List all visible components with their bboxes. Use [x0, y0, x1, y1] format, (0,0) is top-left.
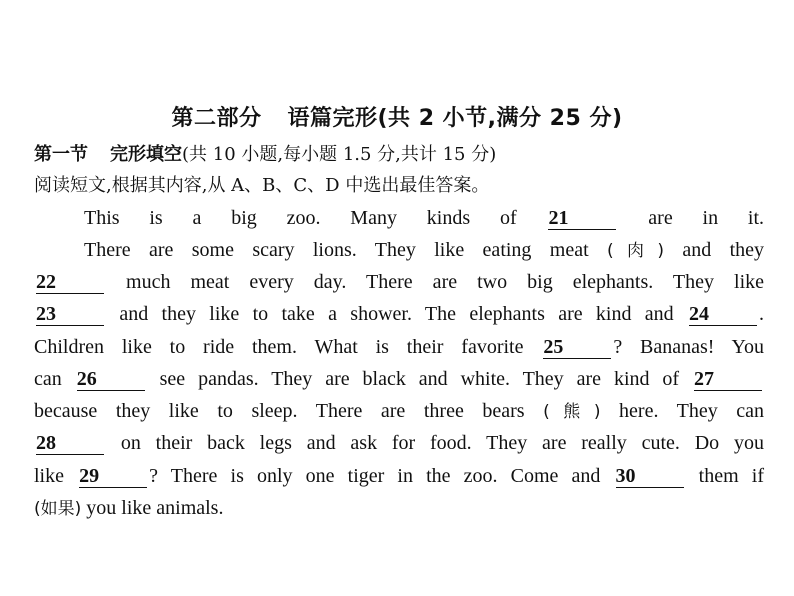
passage-text: here. They can: [619, 400, 765, 422]
blank-30: 30: [616, 465, 684, 488]
chinese-gloss: (如果): [34, 499, 82, 519]
passage-text: Children like to ride them. What is their favorite: [34, 336, 524, 358]
passage-text: are in it.: [648, 207, 765, 229]
blank-24: 24: [689, 303, 757, 326]
blank-26: 26: [77, 368, 145, 391]
passage-text: on their back legs and ask for food. They are really cute. Do you: [120, 432, 765, 454]
passage-text: them if: [698, 465, 764, 487]
section-detail: (共 10 小题,每小题 1.5 分,共计 15 分): [182, 144, 497, 165]
passage-line-7: [34, 397, 764, 426]
passage-text: and they like to take a shower. The elephants are kind and: [119, 303, 674, 325]
passage-text: like: [34, 465, 64, 487]
passage-text: .: [759, 303, 765, 325]
passage-text: This is a big zoo. Many kinds of: [84, 207, 517, 229]
passage-line-5: [34, 333, 764, 361]
passage-line-8: [34, 429, 764, 457]
passage-text: see pandas. They are black and white. They are kind of: [159, 368, 680, 390]
passage-text: and they: [682, 239, 765, 261]
blank-28: 28: [36, 432, 104, 455]
passage-text: much meat every day. There are two big elephants. They like: [126, 271, 764, 293]
blank-21: 21: [548, 207, 616, 230]
blank-23: 23: [36, 303, 104, 326]
section-name: 完形填空: [110, 144, 182, 165]
passage-text: ? There is only one tiger in the zoo. Come and: [149, 465, 601, 487]
chinese-gloss: (熊): [543, 402, 601, 422]
part-label: 第二部分: [171, 106, 262, 131]
passage-line-4: [34, 300, 764, 328]
passage-text: ? Bananas! You: [613, 336, 765, 358]
blank-29: 29: [79, 465, 147, 488]
section-heading: [34, 142, 496, 168]
passage-line-9: [34, 462, 764, 490]
passage-text: There are some scary lions. They like eating meat: [84, 239, 589, 261]
part-title: [0, 104, 794, 134]
passage-line-10: [34, 494, 764, 523]
instruction-text: 阅读短文,根据其内容,从 A、B、C、D 中选出最佳答案。: [34, 175, 490, 196]
chinese-gloss: (肉): [607, 241, 664, 261]
passage-line-6: [34, 365, 764, 393]
passage-text: you like animals.: [86, 497, 224, 519]
section-label: 第一节: [34, 144, 88, 165]
passage-line-3: [34, 268, 764, 296]
blank-22: 22: [36, 271, 104, 294]
blank-27: 27: [694, 368, 762, 391]
part-name: 语篇完形(共 2 小节,满分 25 分): [287, 106, 623, 131]
passage-text: because they like to sleep. There are three bears: [34, 400, 525, 422]
blank-25: 25: [543, 336, 611, 359]
passage-text: can: [34, 368, 62, 390]
passage-line-1: [84, 204, 764, 232]
passage-line-2: [84, 236, 764, 265]
